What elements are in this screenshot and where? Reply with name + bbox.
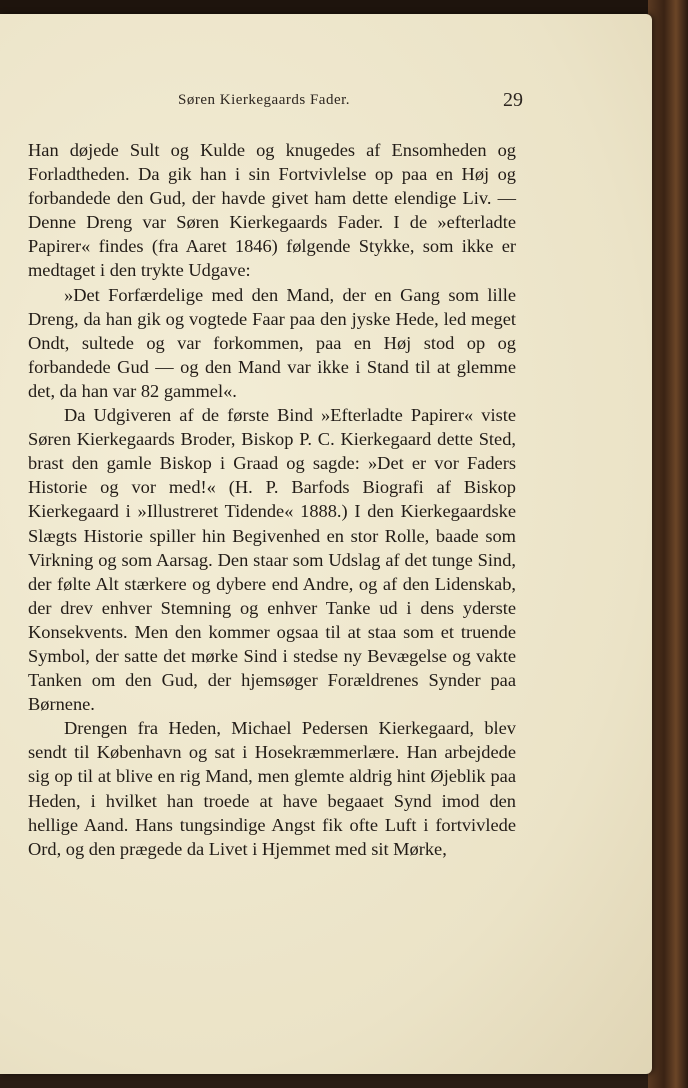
page-number: 29 — [503, 89, 523, 111]
book-top-edge — [0, 0, 688, 14]
running-title: Søren Kierkegaards Fader. — [178, 92, 351, 108]
paragraph: Han døjede Sult og Kulde og knugedes af Ensomheden og Forladtheden. Da gik han i sin Fortvivlelse op paa en Høj og forbandede den Gud, der havde givet ham dette elendige Liv. — Denne Dreng var Søren Kierkegaards Fader. I de »efterladte Papirer« findes (fra Aaret 1846) følgende Stykke, som ikke er medtaget i den trykte Udgave: — [28, 140, 516, 281]
page-header — [28, 89, 523, 116]
paragraph: Da Udgiveren af de første Bind »Efterladte Papirer« viste Søren Kierkegaards Broder, Biskop P. C. Kierkegaard dette Sted, brast den gamle Biskop i Graad og sagde: »Det er vor Faders Historie og vor med!« (H. P. Barfods Biografi af Biskop Kierkegaard i »Illustreret Tidende« 1888.) I den Kierkegaardske Slægts Historie spiller hin Begivenhed en stor Rolle, baade som Virkning og som Aarsag. Den staar som Udslag af det tunge Sind, der følte Alt stærkere og dybere end Andre, og af den Lidenskab, der drev enhver Stemning og enhver Tanke ud i dens yderste Konsekvents. Men den kommer ogsaa til at staa som et truende Symbol, der satte det mørke Sind i stedse ny Bevægelse og vakte Tanken om den Gud, der hjemsøger Forældrenes Synder paa Børnene. — [28, 405, 516, 715]
paragraph: »Det Forfærdelige med den Mand, der en Gang som lille Dreng, da han gik og vogtede Faar paa den jyske Hede, led meget Ondt, sultede og var forkommen, paa en Høj stod op og forbandede Gud — og den Mand var ikke i Stand til at glemme det, da han var 82 gammel«. — [28, 284, 516, 401]
body-text — [28, 138, 516, 861]
paragraph: Drengen fra Heden, Michael Pedersen Kierkegaard, blev sendt til København og sat i Hosekræmmerlære. Han arbejdede sig op til at blive en rig Mand, men glemte aldrig hint Øjeblik paa Heden, i hvilket han troede at have begaaet Synd imod den hellige Aand. Hans tungsindige Angst fik ofte Luft i fortvivlede Ord, og den prægede da Livet i Hjemmet med sit Mørke, — [28, 718, 516, 859]
book-spine-edge — [648, 0, 688, 1088]
